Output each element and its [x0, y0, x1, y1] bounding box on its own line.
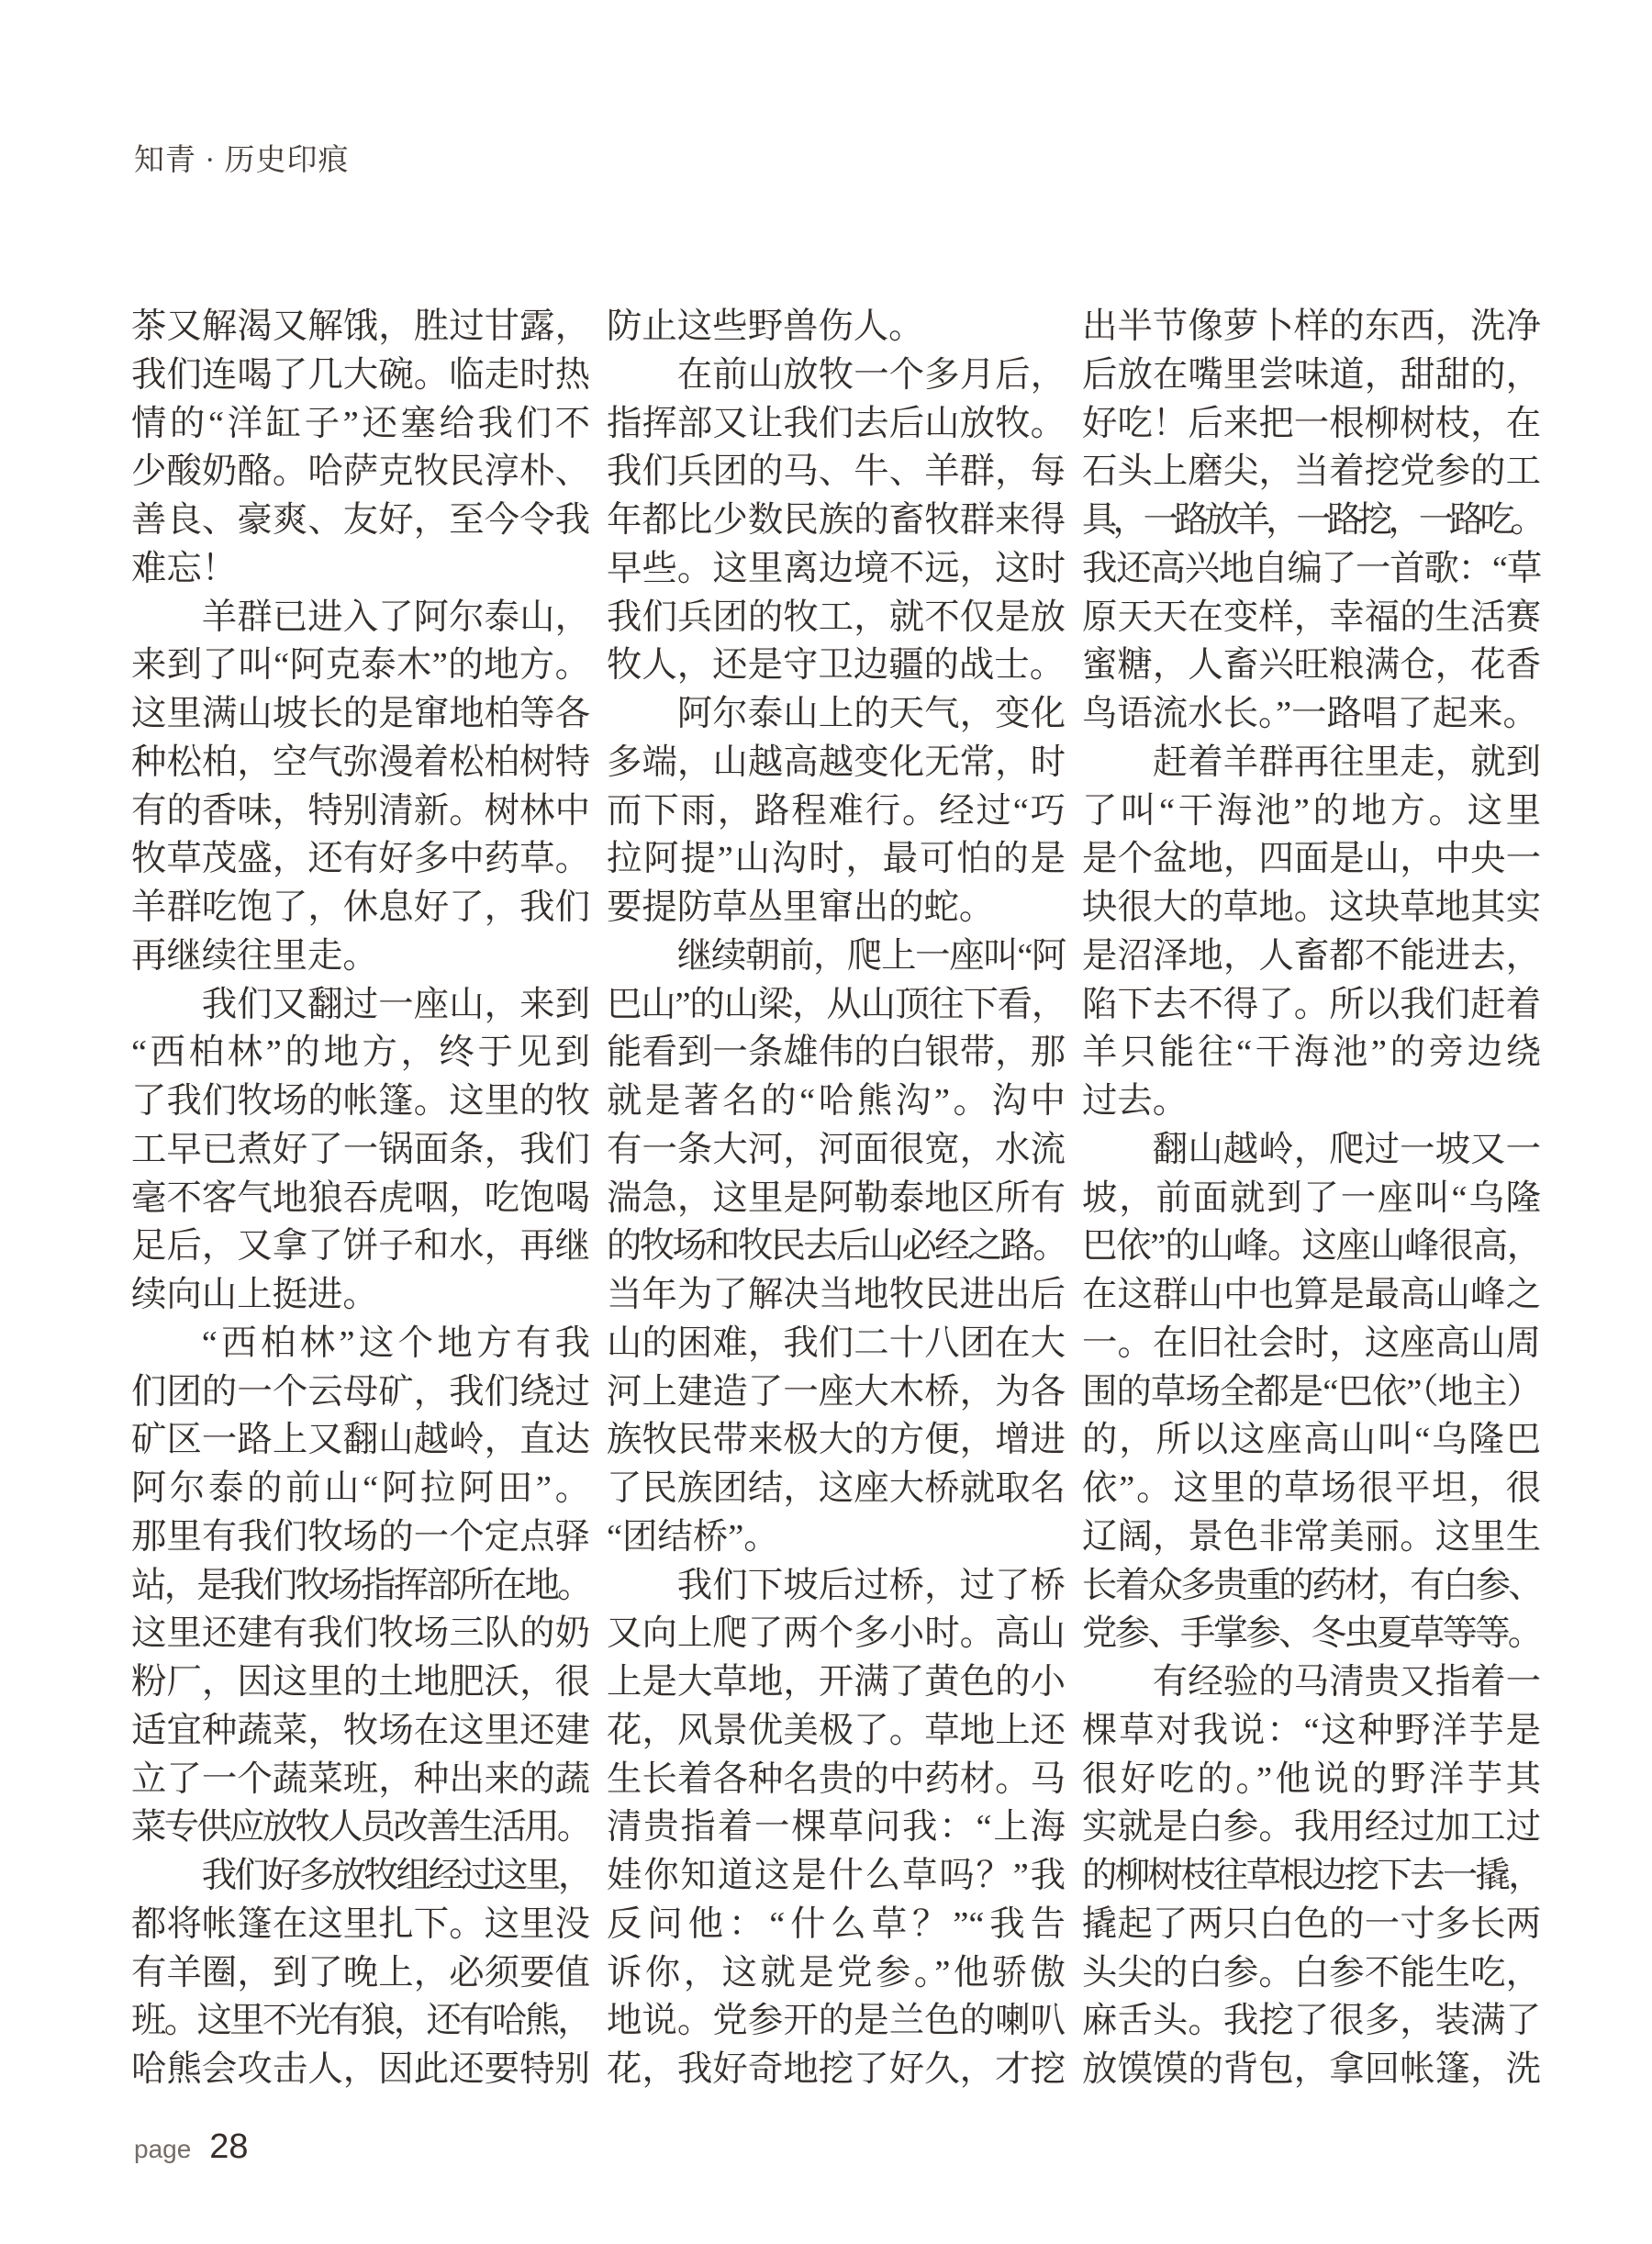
text-line: 是沼泽地，人畜都不能进去， — [1082, 936, 1541, 976]
text-line: 头尖的白参。白参不能生吃， — [1082, 1953, 1541, 1993]
text-line: 花，我好奇地挖了好久，才挖 — [607, 2050, 1066, 2089]
text-line: 阿尔泰的前山“阿拉阿田”。 — [131, 1469, 590, 1508]
text-line: 我还高兴地自编了一首歌：“草 — [1082, 549, 1541, 588]
text-line: 牧人，还是守卫边疆的战士。 — [607, 646, 1066, 686]
text-line: 后放在嘴里尝味道，甜甜的， — [1082, 355, 1541, 395]
text-line: 我们下坡后过桥，过了桥 — [676, 1566, 1066, 1605]
text-line: 足后，又拿了饼子和水，再继 — [131, 1227, 590, 1267]
text-line: 站，是我们牧场指挥部所在地。 — [131, 1566, 590, 1605]
text-line: 块很大的草地。这块草地其实 — [1082, 888, 1541, 927]
text-line: 茶又解渴又解饿，胜过甘露， — [131, 307, 590, 346]
text-line: 湍急，这里是阿勒泰地区所有 — [607, 1178, 1066, 1218]
text-line: 续向山上挺进。 — [131, 1276, 378, 1314]
text-line: 少酸奶酪。哈萨克牧民淳朴、 — [131, 452, 590, 492]
text-line: 毫不客气地狼吞虎咽，吃饱喝 — [131, 1178, 590, 1218]
text-line: 原天天在变样，幸福的生活赛 — [1082, 597, 1541, 637]
text-line: 要提防草丛里窜出的蛇。 — [607, 888, 995, 927]
text-line: 石头上磨尖，当着挖党参的工 — [1082, 452, 1541, 492]
text-line: 棵草对我说：“这种野洋芋是 — [1082, 1711, 1541, 1750]
text-line: 花，风景优美极了。草地上还 — [607, 1711, 1066, 1750]
text-line: 鸟语流水长。”一路唱了起来。 — [1082, 695, 1538, 733]
text-line: 党参、手掌参、冬虫夏草等等。 — [1082, 1614, 1541, 1654]
text-line: 的，所以这座高山叫“乌隆巴 — [1082, 1421, 1541, 1460]
text-line: 年都比少数民族的畜牧群来得 — [607, 501, 1066, 540]
text-line: 诉你，这就是党参。”他骄傲 — [607, 1953, 1066, 1993]
text-line: 很好吃的。”他说的野洋芋其 — [1082, 1759, 1541, 1799]
text-line: 山的困难，我们二十八团在大 — [607, 1323, 1066, 1363]
text-line: 的牧场和牧民去后山必经之路。 — [607, 1227, 1066, 1267]
text-line: 生长着各种名贵的中药材。马 — [607, 1759, 1066, 1799]
text-line: 了民族团结，这座大桥就取名 — [607, 1469, 1066, 1508]
text-line: 继续朝前，爬上一座叫“阿 — [676, 936, 1066, 976]
text-line: “西柏林”这个地方有我 — [201, 1323, 590, 1363]
text-line: 我们好多放牧组经过这里， — [201, 1857, 590, 1895]
text-line: 早些。这里离边境不远，这时 — [607, 549, 1066, 588]
text-column-2 — [607, 303, 1066, 2094]
text-line: 当年为了解决当地牧民进出后 — [607, 1276, 1066, 1314]
text-line: 好吃！后来把一根柳树枝，在 — [1082, 404, 1541, 443]
text-line: 我们兵团的马、牛、羊群，每 — [607, 452, 1066, 492]
text-line: 再继续往里走。 — [131, 936, 378, 976]
text-line: 来到了叫“阿克泰木”的地方。 — [131, 646, 590, 686]
text-line: 辽阔，景色非常美丽。这里生 — [1082, 1517, 1541, 1557]
text-line: 情的“洋缸子”还塞给我们不 — [131, 404, 590, 443]
text-line: 牧草茂盛，还有好多中药草。 — [131, 840, 590, 879]
text-line: 我们兵团的牧工，就不仅是放 — [607, 597, 1066, 637]
text-line: 赶着羊群再往里走，就到 — [1152, 742, 1541, 782]
text-line: 族牧民带来极大的方便，增进 — [607, 1421, 1066, 1460]
text-column-3 — [1082, 303, 1541, 2094]
text-line: 这里满山坡长的是窜地柏等各 — [131, 695, 590, 733]
text-line: 就是著名的“哈熊沟”。沟中 — [607, 1082, 1066, 1121]
text-line: 多端，山越高越变化无常，时 — [607, 742, 1066, 782]
text-line: 阿尔泰山上的天气，变化 — [676, 695, 1066, 733]
text-line: 撬起了两只白色的一寸多长两 — [1082, 1904, 1541, 1944]
text-line: 们团的一个云母矿，我们绕过 — [131, 1372, 590, 1412]
text-line: 难忘！ — [131, 549, 238, 588]
text-line: 立了一个蔬菜班，种出来的蔬 — [131, 1759, 590, 1799]
section-header: 知青 · 历史印痕 — [134, 144, 350, 177]
text-line: 巴依”的山峰。这座山峰很高， — [1082, 1227, 1541, 1267]
text-line: 出半节像萝卜样的东西，洗净 — [1082, 307, 1541, 346]
text-line: 善良、豪爽、友好，至今令我 — [131, 501, 590, 540]
text-line: 翻山越岭，爬过一坡又一 — [1152, 1130, 1541, 1169]
text-line: 有羊圈，到了晚上，必须要值 — [131, 1953, 590, 1993]
text-line: 实就是白参。我用经过加工过 — [1082, 1808, 1541, 1848]
text-line: 有的香味，特别清新。树林中 — [131, 791, 590, 831]
text-line: 清贵指着一棵草问我：“上海 — [607, 1808, 1066, 1848]
text-line: 又向上爬了两个多小时。高山 — [607, 1614, 1066, 1654]
text-line: 坡，前面就到了一座叫“乌隆 — [1082, 1178, 1541, 1218]
text-line: 指挥部又让我们去后山放牧。 — [607, 404, 1066, 443]
page-label: page — [134, 2135, 192, 2163]
text-line: 羊群已进入了阿尔泰山， — [201, 597, 590, 637]
text-line: 而下雨，路程难行。经过“巧 — [607, 791, 1066, 831]
text-line: 地说。党参开的是兰色的喇叭 — [607, 2002, 1066, 2041]
text-line: 反问他：“什么草？”“我告 — [607, 1904, 1066, 1944]
text-line: 羊只能往“干海池”的旁边绕 — [1082, 1033, 1541, 1073]
text-line: 这里还建有我们牧场三队的奶 — [131, 1614, 590, 1654]
page-footer — [134, 2127, 249, 2167]
text-line: 依”。这里的草场很平坦，很 — [1082, 1469, 1541, 1508]
text-line: 我们又翻过一座山，来到 — [201, 985, 590, 1024]
text-line: 过去。 — [1082, 1082, 1189, 1121]
text-line: 在这群山中也算是最高山峰之 — [1082, 1276, 1541, 1314]
text-line: 那里有我们牧场的一个定点驿 — [131, 1517, 590, 1557]
text-line: 放馍馍的背包，拿回帐篷，洗 — [1082, 2050, 1541, 2089]
text-line: 麻舌头。我挖了很多，装满了 — [1082, 2002, 1541, 2041]
text-line: 粉厂，因这里的土地肥沃，很 — [131, 1663, 590, 1702]
text-line: 有经验的马清贵又指着一 — [1152, 1663, 1541, 1702]
text-line: 了我们牧场的帐篷。这里的牧 — [131, 1082, 590, 1121]
text-line: 在前山放牧一个多月后， — [676, 355, 1066, 395]
text-line: 是个盆地，四面是山，中央一 — [1082, 840, 1541, 879]
text-line: 一。在旧社会时，这座高山周 — [1082, 1323, 1541, 1363]
text-line: 的柳树枝往草根边挖下去一撬， — [1082, 1857, 1541, 1895]
text-line: 羊群吃饱了，休息好了，我们 — [131, 888, 590, 927]
article-columns — [131, 303, 1541, 2094]
page-number: 28 — [209, 2127, 249, 2166]
text-line: 围的草场全都是“巴依”（地主） — [1082, 1372, 1541, 1412]
text-line: 都将帐篷在这里扎下。这里没 — [131, 1904, 590, 1944]
text-line: 具，一路放羊，一路挖，一路吃。 — [1082, 501, 1541, 540]
text-column-1 — [131, 303, 590, 2094]
text-line: 种松柏，空气弥漫着松柏树特 — [131, 742, 590, 782]
text-line: 拉阿提”山沟时，最可怕的是 — [607, 840, 1066, 879]
text-line: 陷下去不得了。所以我们赶着 — [1082, 985, 1541, 1024]
text-line: 能看到一条雄伟的白银带，那 — [607, 1033, 1066, 1073]
text-line: 了叫“干海池”的地方。这里 — [1082, 791, 1541, 831]
text-line: 长着众多贵重的药材，有白参、 — [1082, 1566, 1541, 1605]
text-line: 蜜糖，人畜兴旺粮满仓，花香 — [1082, 646, 1541, 686]
text-line: 适宜种蔬菜，牧场在这里还建 — [131, 1711, 590, 1750]
text-line: 我们连喝了几大碗。临走时热 — [131, 355, 590, 395]
text-line: 巴山”的山梁，从山顶往下看， — [607, 985, 1066, 1024]
text-line: 有一条大河，河面很宽，水流 — [607, 1130, 1066, 1169]
text-line: 班。这里不光有狼，还有哈熊， — [131, 2002, 590, 2041]
text-line: 上是大草地，开满了黄色的小 — [607, 1663, 1066, 1702]
text-line: 防止这些野兽伤人。 — [607, 307, 924, 346]
text-line: “团结桥”。 — [607, 1517, 779, 1557]
text-line: “西柏林”的地方，终于见到 — [131, 1033, 590, 1073]
text-line: 矿区一路上又翻山越岭，直达 — [131, 1421, 590, 1460]
text-line: 哈熊会攻击人，因此还要特别 — [131, 2050, 590, 2089]
text-line: 工早已煮好了一锅面条，我们 — [131, 1130, 590, 1169]
text-line: 娃你知道这是什么草吗？”我 — [607, 1857, 1066, 1895]
text-line: 河上建造了一座大木桥，为各 — [607, 1372, 1066, 1412]
text-line: 菜专供应放牧人员改善生活用。 — [131, 1808, 590, 1848]
